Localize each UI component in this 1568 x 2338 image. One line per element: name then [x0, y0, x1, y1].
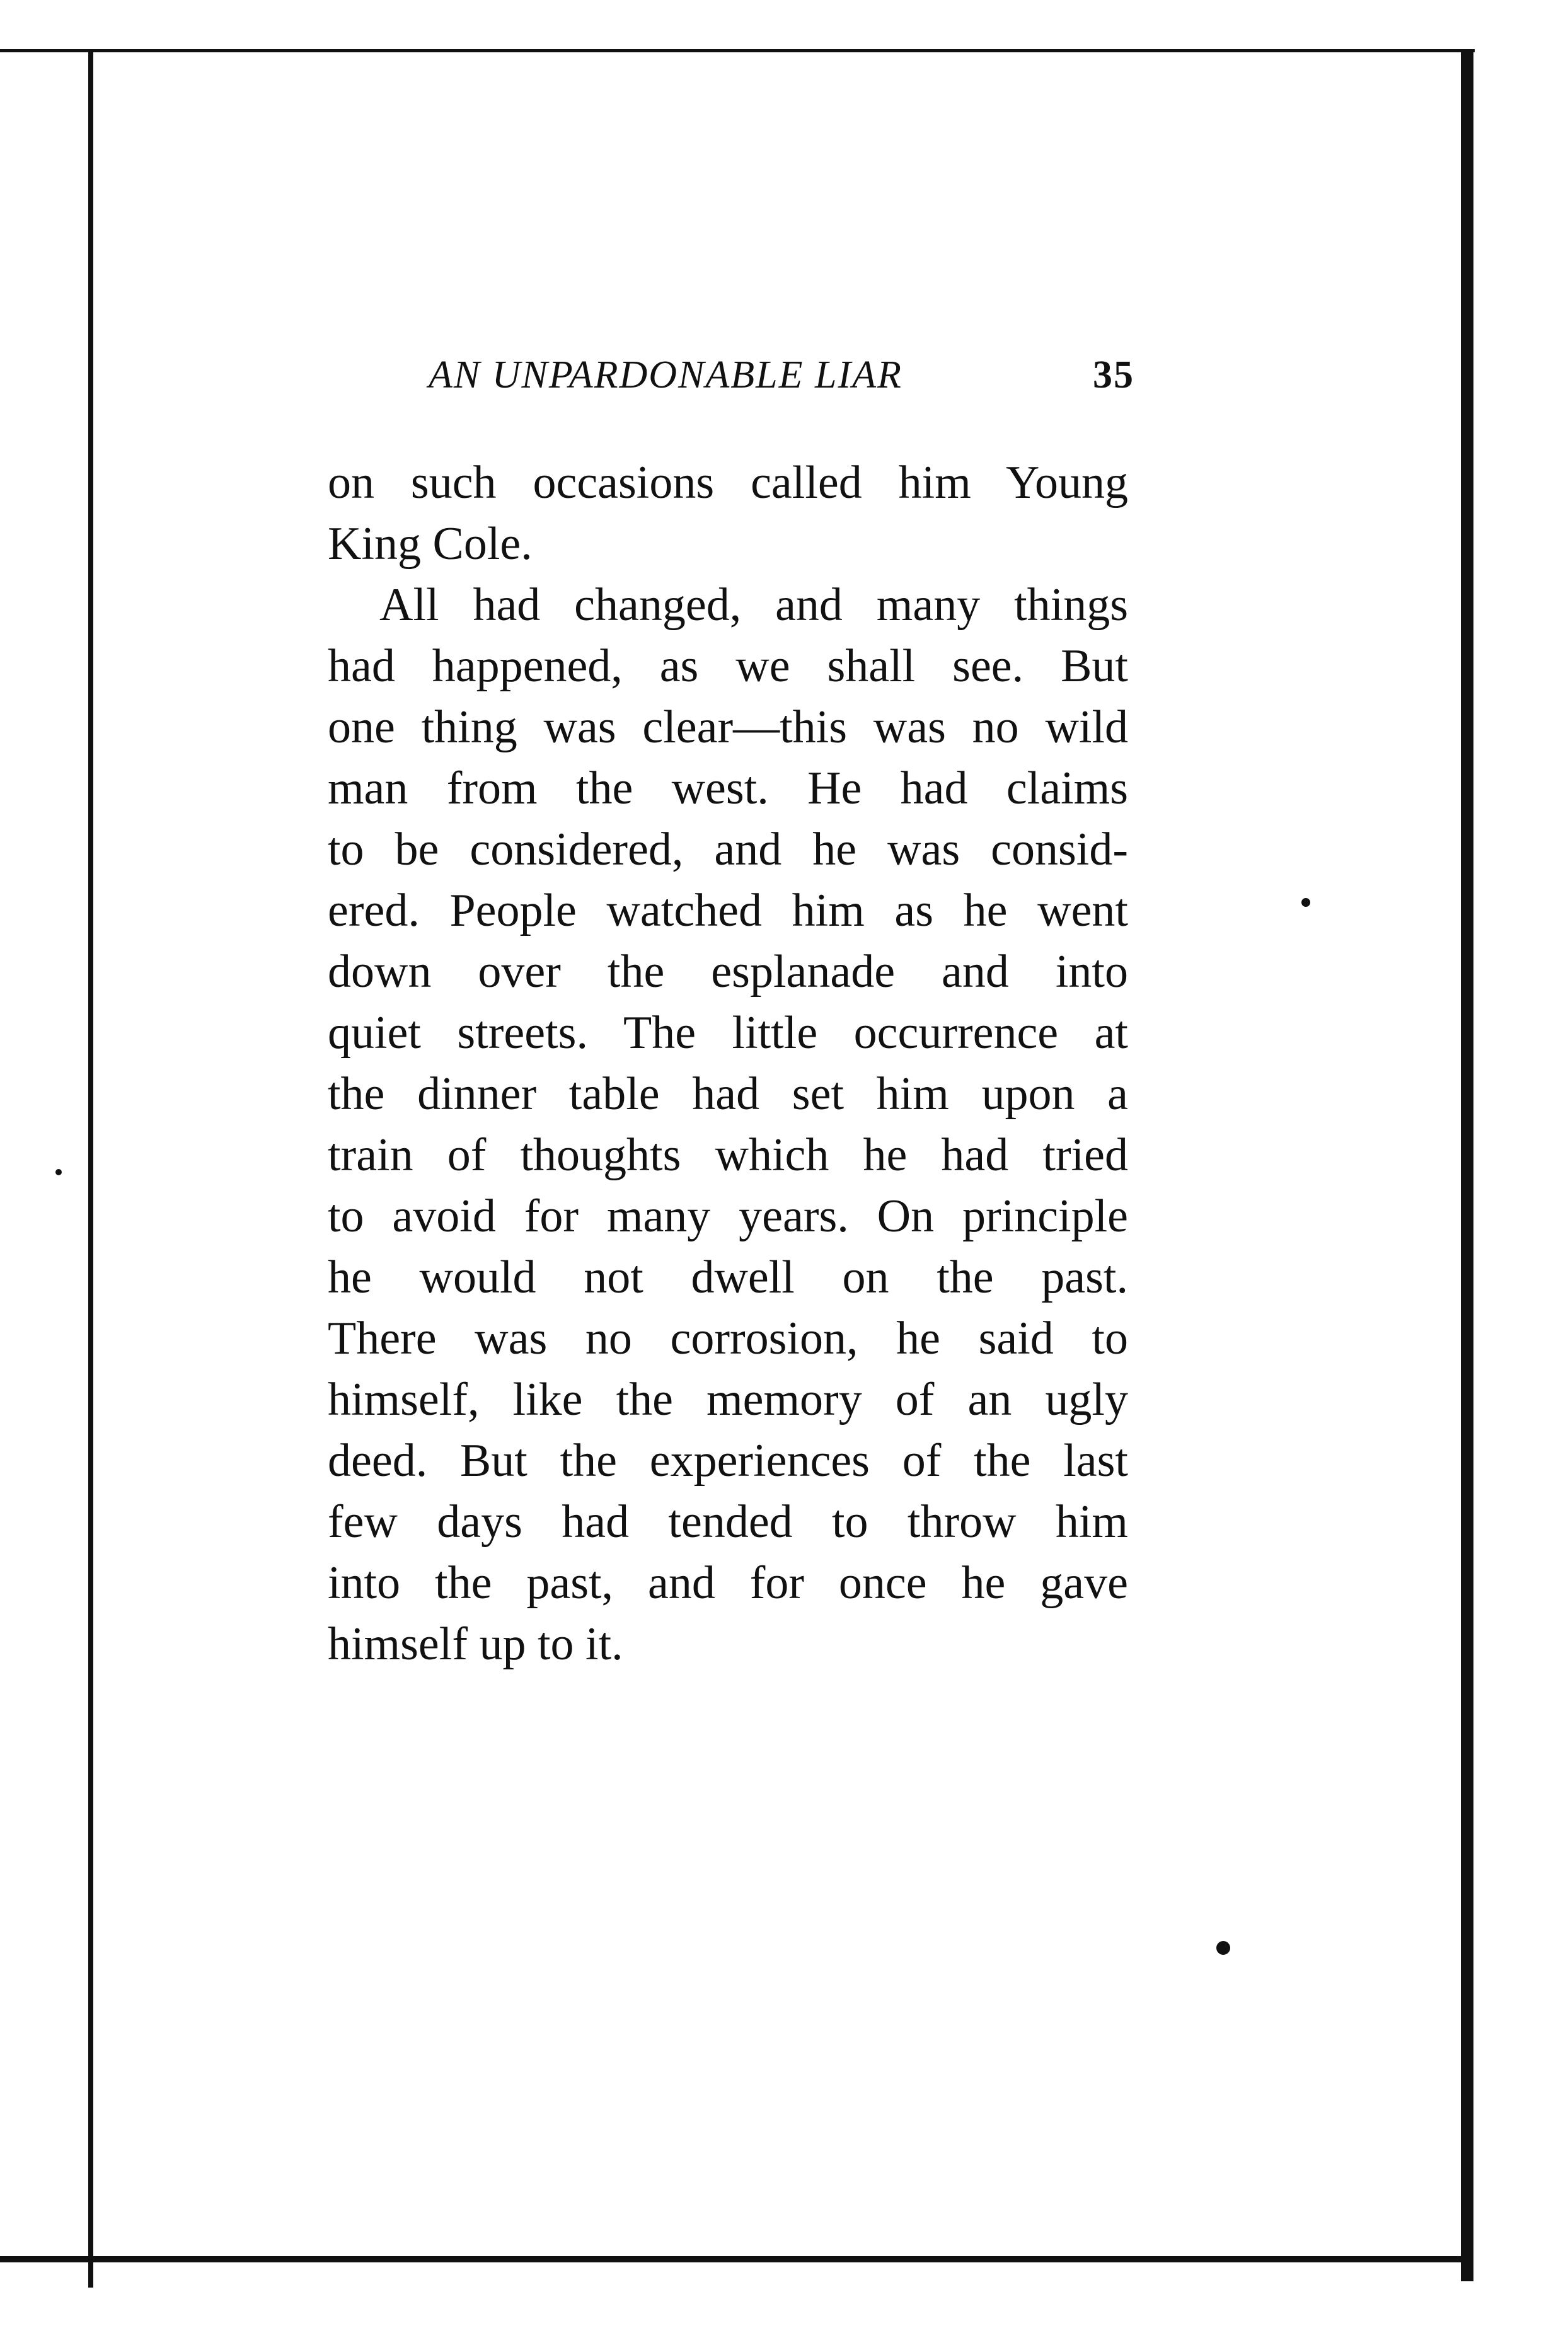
text-line: to avoid for many years. On principle [328, 1190, 1128, 1242]
text-line: one thing was clear—this was no wild [328, 701, 1128, 753]
text-line: deed. But the experiences of the last [328, 1435, 1128, 1487]
text-line: There was no corrosion, he said to [328, 1313, 1128, 1364]
text-line: King Cole. [328, 518, 533, 570]
text-line: himself, like the memory of an ugly [328, 1374, 1128, 1425]
text-line: train of thoughts which he had tried [328, 1129, 1128, 1181]
text-line: the dinner table had set him upon a [328, 1068, 1128, 1120]
bottom-page-edge [0, 2256, 1468, 2262]
running-title: AN UNPARDONABLE LIAR [429, 354, 902, 396]
top-page-edge [0, 49, 1475, 52]
page-number: 35 [1093, 354, 1134, 396]
text-line: quiet streets. The little occurrence at [328, 1007, 1128, 1059]
running-head [429, 353, 1134, 410]
right-page-edge [1461, 50, 1473, 2281]
ink-speck [1216, 1941, 1230, 1955]
text-line: man from the west. He had claims [328, 763, 1128, 814]
text-line: few days had tended to throw him [328, 1496, 1128, 1548]
text-line: himself up to it. [328, 1618, 623, 1670]
text-line: ered. People watched him as he went [328, 885, 1128, 936]
text-line: had happened, as we shall see. But [328, 640, 1128, 692]
body-text [328, 452, 1128, 1675]
ink-speck [1301, 898, 1310, 907]
ink-speck [55, 1169, 62, 1175]
text-line: to be considered, and he was consid- [328, 824, 1128, 875]
text-line: into the past, and for once he gave [328, 1557, 1128, 1609]
text-line: down over the esplanade and into [328, 946, 1128, 998]
text-line: on such occasions called him Young [328, 457, 1128, 509]
left-page-edge [88, 50, 93, 2288]
text-line: he would not dwell on the past. [328, 1252, 1128, 1303]
text-line: All had changed, and many things [379, 579, 1128, 631]
